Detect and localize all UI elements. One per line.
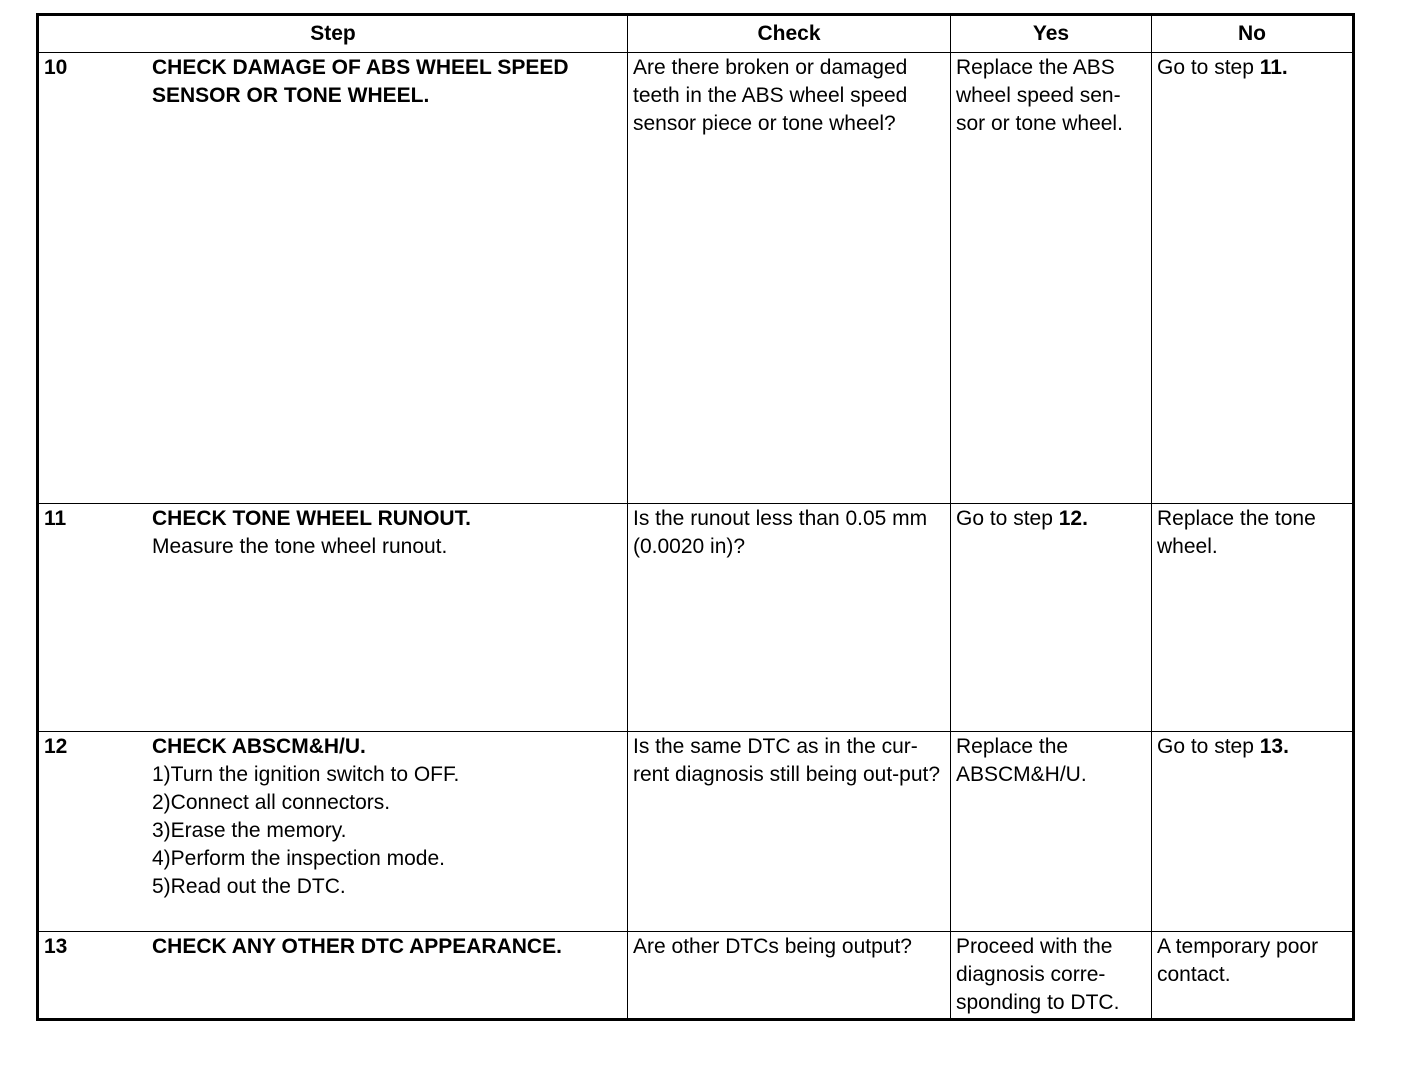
step-cell (38, 53, 628, 504)
yes-cell (951, 53, 1152, 504)
step-title: CHECK ABSCM&H/U. (152, 735, 366, 758)
header-row (38, 15, 1354, 53)
diagnosis-table (36, 13, 1355, 1021)
no-text: Go to step (1157, 735, 1260, 758)
yes-cell (951, 732, 1152, 932)
step-detail: 2)Connect all connectors. (152, 791, 391, 814)
no-cell (1152, 504, 1354, 732)
no-cell (1152, 732, 1354, 932)
header-yes: Yes (951, 15, 1152, 53)
yes-text: Replace the ABSCM&H/U. (956, 735, 1087, 786)
header-no: No (1152, 15, 1354, 53)
step-title: CHECK ANY OTHER DTC APPEARANCE. (152, 935, 562, 958)
yes-cell (951, 504, 1152, 732)
step-cell (38, 732, 628, 932)
yes-cell (951, 932, 1152, 1020)
yes-step-ref: 12. (1058, 507, 1088, 530)
step-detail: 4)Perform the inspection mode. (152, 847, 445, 870)
step-title: CHECK DAMAGE OF ABS WHEEL SPEED SENSOR OR TONE WHEEL. (152, 56, 569, 107)
step-detail: 1)Turn the ignition switch to OFF. (152, 763, 460, 786)
no-text: A temporary poor contact. (1157, 935, 1319, 986)
step-cell (38, 504, 628, 732)
header-check: Check (628, 15, 951, 53)
no-cell (1152, 53, 1354, 504)
table-row (38, 732, 1354, 932)
no-step-ref: 13. (1259, 735, 1289, 758)
header-step: Step (38, 15, 628, 53)
yes-text: Go to step (956, 507, 1059, 530)
no-cell (1152, 932, 1354, 1020)
no-step-ref: 11. (1259, 56, 1288, 79)
step-number: 12 (44, 735, 68, 758)
step-detail: Measure the tone wheel runout. (152, 535, 448, 558)
check-cell: Is the runout less than 0.05 mm (0.0020 in)? (628, 504, 951, 732)
step-number: 13 (44, 935, 68, 958)
check-cell: Are there broken or damaged teeth in the ABS wheel speed sensor piece or tone wheel? (628, 53, 951, 504)
step-cell (38, 932, 628, 1020)
no-text: Replace the tone wheel. (1157, 507, 1316, 558)
step-number: 10 (44, 56, 68, 79)
yes-text: Proceed with the diagnosis corre-sponding to DTC. (956, 935, 1120, 1014)
step-detail: 5)Read out the DTC. (152, 875, 346, 898)
check-cell: Is the same DTC as in the cur-rent diagnosis still being out-put? (628, 732, 951, 932)
step-number: 11 (44, 507, 67, 530)
step-title: CHECK TONE WHEEL RUNOUT. (152, 507, 471, 530)
table-row (38, 504, 1354, 732)
step-detail: 3)Erase the memory. (152, 819, 347, 842)
yes-text: Replace the ABS wheel speed sen-sor or tone wheel. (956, 56, 1123, 135)
table-row (38, 932, 1354, 1020)
table-row (38, 53, 1354, 504)
no-text: Go to step (1157, 56, 1260, 79)
check-cell: Are other DTCs being output? (628, 932, 951, 1020)
